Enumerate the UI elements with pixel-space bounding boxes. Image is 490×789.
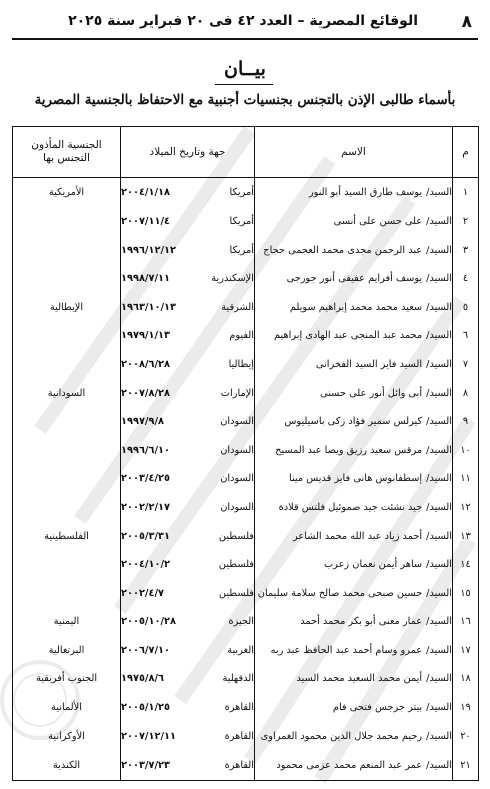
row-name-cell — [255, 722, 453, 751]
row-name-cell — [255, 178, 453, 208]
row-birth-cell — [121, 178, 255, 208]
row-birth-date: ٢٠٠٢/٤/٧ — [121, 587, 165, 599]
row-name: إسطفانوس هانى فايز قديس مينا — [288, 473, 423, 485]
row-birth-cell — [121, 665, 255, 694]
row-birth-place: الإمارات — [220, 387, 254, 399]
row-birth-cell — [121, 607, 255, 636]
row-title: السيد/ — [426, 616, 452, 628]
row-birth-place: الفيوم — [229, 330, 254, 342]
row-nationality: السودانية — [13, 379, 121, 408]
row-birth-cell — [121, 322, 255, 351]
row-birth-date: ١٩٦٣/١٠/١٣ — [121, 301, 176, 313]
row-nationality: اليمنية — [13, 607, 121, 636]
row-number: ٣ — [453, 236, 479, 265]
row-birth-place: القاهرة — [224, 701, 254, 713]
row-birth-cell — [121, 265, 255, 294]
row-number: ١٧ — [453, 636, 479, 665]
row-title: السيد/ — [426, 387, 452, 399]
row-birth-date: ١٩٩٨/٧/١١ — [121, 273, 171, 285]
table-row — [13, 493, 479, 522]
row-number: ٧ — [453, 350, 479, 379]
row-nationality: الألمانية — [13, 693, 121, 722]
row-birth-place: فلسطين — [218, 530, 254, 542]
table-row — [13, 322, 479, 351]
row-birth-date: ٢٠٠٨/٦/٢٨ — [121, 359, 171, 371]
row-nationality — [13, 265, 121, 294]
row-birth-cell — [121, 436, 255, 465]
row-name-cell — [255, 607, 453, 636]
row-name: حسين صبحى محمد صالح سلامة سليمان — [257, 587, 423, 599]
row-birth-date: ٢٠٠٣/٧/٢٣ — [121, 759, 171, 771]
row-title: السيد/ — [426, 216, 452, 228]
table-row — [13, 579, 479, 608]
applicants-table — [12, 126, 479, 781]
row-name-cell — [255, 407, 453, 436]
row-name: عبد الرحمن مجدى محمد العجمى حجاج — [263, 244, 423, 256]
table-row — [13, 665, 479, 694]
document-title: بيــان — [224, 58, 266, 80]
row-name-cell — [255, 322, 453, 351]
row-birth-place: فلسطين — [218, 587, 254, 599]
row-name-cell — [255, 750, 453, 780]
table-row — [13, 465, 479, 494]
row-name: أحمد زياد عبد الله محمد الشاعر — [292, 530, 423, 542]
issue-line: الوقائع المصرية – العدد ٤٢ فى ٢٠ فبراير سنة ٢٠٢٥ — [68, 13, 418, 29]
row-birth-date: ٢٠٠٥/١٠/٢٨ — [121, 616, 176, 628]
row-birth-place: السودان — [220, 444, 254, 456]
row-title: السيد/ — [426, 330, 452, 342]
row-name: أيمن محمد السعيد محمد السيد — [296, 673, 423, 685]
page-header — [12, 10, 478, 38]
table-row — [13, 607, 479, 636]
row-name: يوسف أفرايم عفيفى أنور جورجى — [286, 273, 423, 285]
table-row — [13, 722, 479, 751]
row-birth-place: إيطاليا — [228, 359, 254, 371]
row-birth-place: السودان — [220, 501, 254, 513]
row-birth-place: الدقهلية — [222, 673, 254, 685]
row-birth-cell — [121, 750, 255, 780]
row-birth-place: الجيزة — [228, 616, 254, 628]
row-nationality — [13, 550, 121, 579]
row-birth-cell — [121, 550, 255, 579]
title-underline — [215, 84, 273, 85]
table-row — [13, 522, 479, 551]
table-row — [13, 350, 479, 379]
table-row — [13, 293, 479, 322]
row-number: ١٢ — [453, 493, 479, 522]
header-num: م — [453, 127, 479, 178]
table-row — [13, 207, 479, 236]
row-birth-cell — [121, 407, 255, 436]
table-row — [13, 436, 479, 465]
row-name-cell — [255, 665, 453, 694]
row-name-cell — [255, 465, 453, 494]
row-birth-place: أمريكا — [229, 244, 254, 256]
row-birth-date: ٢٠٠٧/١١/٤ — [121, 216, 171, 228]
row-nationality: البرتغالية — [13, 636, 121, 665]
row-birth-cell — [121, 522, 255, 551]
row-name-cell — [255, 522, 453, 551]
row-name-cell — [255, 379, 453, 408]
row-title: السيد/ — [426, 359, 452, 371]
row-number: ٨ — [453, 379, 479, 408]
row-birth-cell — [121, 236, 255, 265]
row-title: السيد/ — [426, 416, 452, 428]
page-number: ٨ — [461, 12, 472, 32]
table-row — [13, 693, 479, 722]
row-nationality: الكندية — [13, 750, 121, 780]
row-birth-date: ٢٠٠٢/٢/١٧ — [121, 501, 171, 513]
row-birth-date: ٢٠٠٤/١/١٨ — [121, 187, 171, 199]
row-number: ٢١ — [453, 750, 479, 780]
row-name-cell — [255, 436, 453, 465]
row-name-cell — [255, 493, 453, 522]
row-title: السيد/ — [426, 244, 452, 256]
row-name: ساهر أيمن نعمان زعرب — [323, 559, 423, 571]
row-birth-date: ٢٠٠٥/٣/٣١ — [121, 530, 171, 542]
row-name: بيتر جرجس فتحى فام — [332, 701, 423, 713]
row-birth-place: القاهرة — [224, 759, 254, 771]
row-number: ١٠ — [453, 436, 479, 465]
row-birth-date: ٢٠٠٣/٤/٢٥ — [121, 473, 171, 485]
row-birth-cell — [121, 293, 255, 322]
row-birth-cell — [121, 207, 255, 236]
row-number: ١٦ — [453, 607, 479, 636]
row-birth-cell — [121, 636, 255, 665]
row-title: السيد/ — [426, 301, 452, 313]
table-row — [13, 550, 479, 579]
row-nationality: الأوكرانية — [13, 722, 121, 751]
row-birth-cell — [121, 722, 255, 751]
row-name-cell — [255, 350, 453, 379]
header-rule — [12, 38, 478, 40]
row-number: ١ — [453, 178, 479, 208]
row-nationality — [13, 350, 121, 379]
row-name: السيد فايز السيد الفخرانى — [315, 359, 423, 371]
row-name: عمار معنى أبو بكر محمد أحمد — [300, 616, 423, 628]
row-name-cell — [255, 550, 453, 579]
row-number: ١١ — [453, 465, 479, 494]
row-name: على حسن على أنسى — [333, 216, 423, 228]
row-birth-date: ١٩٧٩/١/١٣ — [121, 330, 171, 342]
table-row — [13, 178, 479, 208]
row-name: رحيم محمد جلال الدين محمود الغمراوى — [260, 730, 423, 742]
row-title: السيد/ — [426, 187, 452, 199]
header-name: الاسم — [255, 127, 453, 178]
row-nationality — [13, 465, 121, 494]
row-birth-place: القاهرة — [224, 730, 254, 742]
row-name-cell — [255, 236, 453, 265]
table-row — [13, 265, 479, 294]
header-birth: جهة وتاريخ الميلاد — [121, 127, 255, 178]
row-title: السيد/ — [426, 273, 452, 285]
row-birth-place: السودان — [220, 473, 254, 485]
row-birth-date: ٢٠٠٥/١/٢٥ — [121, 701, 171, 713]
row-number: ٢٠ — [453, 722, 479, 751]
row-number: ٦ — [453, 322, 479, 351]
header-nationality-line1: الجنسية المأذون — [31, 139, 102, 151]
row-number: ١٤ — [453, 550, 479, 579]
row-birth-place: الإسكندرية — [211, 273, 254, 285]
row-name: محمد عبد المنجى عبد الهادى إبراهيم — [274, 330, 423, 342]
table-row — [13, 407, 479, 436]
header-nationality-line2: التجنس بها — [43, 152, 90, 164]
row-birth-cell — [121, 350, 255, 379]
row-birth-date: ٢٠٠٧/٨/٢٨ — [121, 387, 171, 399]
row-title: السيد/ — [426, 759, 452, 771]
row-birth-place: الشرقية — [221, 301, 254, 313]
table-row — [13, 750, 479, 780]
row-name: مرقس سعيد رزيق ويصا عبد المسيح — [275, 444, 423, 456]
row-birth-cell — [121, 379, 255, 408]
row-number: ١٥ — [453, 579, 479, 608]
row-number: ١٩ — [453, 693, 479, 722]
row-birth-date: ١٩٧٥/٨/٦ — [121, 673, 165, 685]
table-row — [13, 636, 479, 665]
row-birth-place: أمريكا — [229, 216, 254, 228]
row-birth-cell — [121, 465, 255, 494]
row-number: ٥ — [453, 293, 479, 322]
row-birth-date: ١٩٩٦/١٢/١٢ — [121, 244, 176, 256]
row-nationality — [13, 236, 121, 265]
row-title: السيد/ — [426, 673, 452, 685]
row-title: السيد/ — [426, 501, 452, 513]
row-name-cell — [255, 579, 453, 608]
row-birth-date: ١٩٩٦/٦/١٠ — [121, 444, 171, 456]
row-number: ١٨ — [453, 665, 479, 694]
row-nationality: الأمريكية — [13, 178, 121, 208]
row-name: أبى وائل أنور على حسنى — [320, 387, 423, 399]
row-name: سعيد محمد محمد إبراهيم سويلم — [289, 301, 423, 313]
table-row — [13, 379, 479, 408]
row-birth-place: السودان — [220, 416, 254, 428]
row-name: عمر عبد المنعم محمد عزمى محمود — [276, 759, 423, 771]
row-name-cell — [255, 693, 453, 722]
row-birth-date: ٢٠٠٤/١٠/٢ — [121, 559, 171, 571]
row-nationality — [13, 322, 121, 351]
row-number: ٤ — [453, 265, 479, 294]
row-title: السيد/ — [426, 587, 452, 599]
row-nationality: الإيطالية — [13, 293, 121, 322]
row-nationality: الجنوب أفريقية — [13, 665, 121, 694]
table-row — [13, 236, 479, 265]
row-title: السيد/ — [426, 644, 452, 656]
row-name-cell — [255, 636, 453, 665]
row-nationality — [13, 436, 121, 465]
row-birth-place: أمريكا — [229, 187, 254, 199]
row-name: كيرلس سمير فؤاد زكى باسيليوس — [284, 416, 423, 428]
row-name-cell — [255, 207, 453, 236]
row-nationality — [13, 407, 121, 436]
row-number: ١٣ — [453, 522, 479, 551]
row-birth-place: فلسطين — [218, 559, 254, 571]
row-title: السيد/ — [426, 730, 452, 742]
row-birth-cell — [121, 693, 255, 722]
row-number: ٢ — [453, 207, 479, 236]
row-birth-date: ٢٠٠٦/٧/١٠ — [121, 644, 171, 656]
row-birth-date: ٢٠٠٧/١٢/١١ — [121, 730, 176, 742]
row-birth-date: ١٩٩٧/٩/٨ — [121, 416, 165, 428]
row-name: جيد نشئت جيد صموئيل فلتس قلادة — [278, 501, 423, 513]
row-title: السيد/ — [426, 559, 452, 571]
row-nationality: الفلسطينية — [13, 522, 121, 551]
row-nationality — [13, 207, 121, 236]
row-title: السيد/ — [426, 530, 452, 542]
row-birth-place: الغربية — [227, 644, 254, 656]
row-title: السيد/ — [426, 444, 452, 456]
row-title: السيد/ — [426, 701, 452, 713]
row-birth-cell — [121, 579, 255, 608]
row-name-cell — [255, 265, 453, 294]
row-number: ٩ — [453, 407, 479, 436]
document-subtitle: بأسماء طالبى الإذن بالتجنس بجنسيات أجنبية مع الاحتفاظ بالجنسية المصرية — [34, 92, 456, 108]
row-name: عمرو وسام أحمد عبد الحافظ عبد ربه — [270, 644, 423, 656]
row-nationality — [13, 493, 121, 522]
row-birth-cell — [121, 493, 255, 522]
row-name-cell — [255, 293, 453, 322]
row-title: السيد/ — [426, 473, 452, 485]
row-nationality — [13, 579, 121, 608]
row-name: يوسف طارق السيد أبو النور — [308, 187, 423, 199]
table-header-row — [13, 127, 479, 178]
header-nationality — [13, 127, 121, 178]
